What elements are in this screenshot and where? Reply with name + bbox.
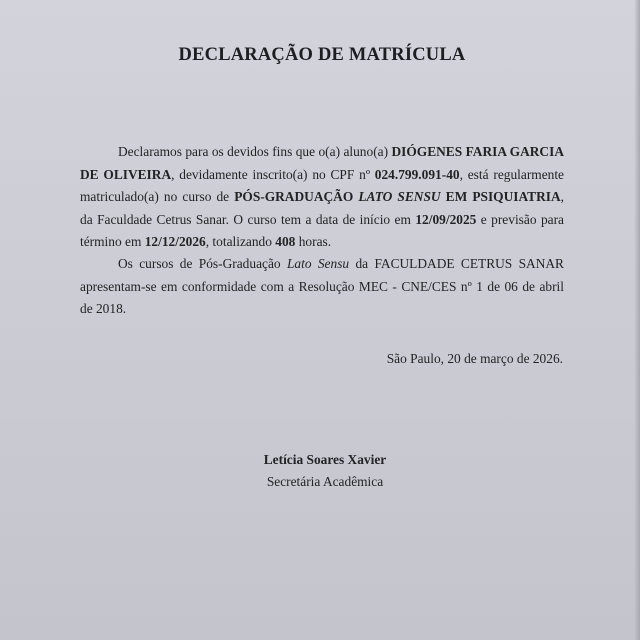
start-date: 12/09/2025 <box>415 211 477 227</box>
enrollment-paragraph <box>80 141 564 254</box>
paragraph1-text: e previsão para término em <box>80 211 564 249</box>
total-hours: 408 <box>275 234 296 249</box>
signatory-name: Letícia Soares Xavier <box>263 452 387 467</box>
paragraph2-text: da FACULDADE CETRUS SANAR apresentam-se em conformidade com a Resolução MEC - CNE/CES nº 1 de 06 de abril de 2018. <box>80 256 564 316</box>
paragraph1-text: horas. <box>295 234 332 249</box>
student-name: DIÓGENES FARIA GARCIA DE OLIVEIRA <box>80 144 564 182</box>
paragraph1-text: Declaramos para os devidos fins que o(a) aluno(a) <box>118 144 392 159</box>
lato-sensu-italic: Lato Sensu <box>286 256 350 271</box>
cpf-number: 024.799.091-40 <box>374 166 460 182</box>
signatory-role: Secretária Acadêmica <box>266 474 384 489</box>
compliance-paragraph <box>80 253 564 321</box>
course-name: PÓS-GRADUAÇÃO LATO SENSU EM PSIQUIATRIA <box>234 189 561 204</box>
paragraph1-text: , da Faculdade Cetrus Sanar. O curso tem a data de início em <box>80 189 565 227</box>
paragraph2-text: Os cursos de Pós-Graduação <box>118 256 287 271</box>
paragraph1-text: , totalizando <box>205 234 276 249</box>
end-date: 12/12/2026 <box>144 234 206 249</box>
place-and-date: São Paulo, 20 de março de 2026. <box>386 351 563 366</box>
paragraph1-text: , devidamente inscrito(a) no CPF nº <box>171 166 375 182</box>
signature-block <box>0 449 640 493</box>
paragraph1-text: , está regularmente matriculado(a) no curso de <box>80 166 564 204</box>
document-title: DECLARAÇÃO DE MATRÍCULA <box>178 45 466 65</box>
